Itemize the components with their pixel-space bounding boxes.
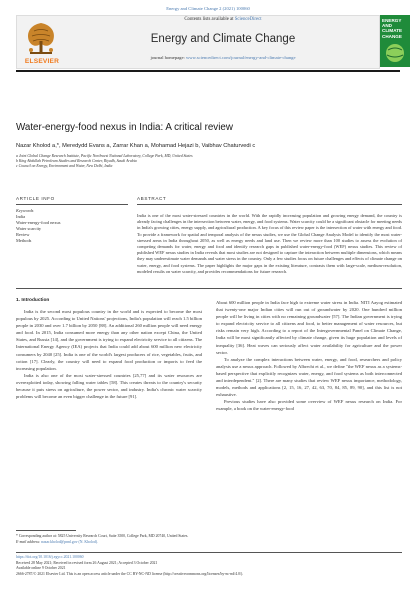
- cover-line: AND: [382, 23, 392, 29]
- paragraph: Previous studies have also provided some overview of WEF nexus research on India. For example, a book on the water-energy-food: [216, 399, 402, 412]
- paragraph: India is the second most populous country in the world and is expected to become the most populous by 2025. According to United Nations' projections, India's population will reach 1.5 billion people in 2030 and over 1.7 billion by 2050 [88]. An additional 260 million people will need energy and food. In 2015, India consumed more energy than any other nation except China, the United States, and Russia [14], and the government is trying to expand electricity service to all citizens. The International Energy Agency (IEA) projects that India could add about 600 million new electricity consumers by 2040 [25]. India is one of the world's largest producers of rice, vegetables, fruits, and cotton [17]. Clearly, the country will need to expand food production or imports to feed the increasing population.: [16, 309, 202, 371]
- affiliation: a Joint Global Change Research Institute, Pacific Northwest National Laboratory, College Park, MD, United States: [16, 154, 193, 158]
- homepage-link[interactable]: www.sciencedirect.com/journal/energy-and-climate-change: [185, 55, 296, 60]
- elsevier-tree-logo: [20, 19, 62, 59]
- journal-title: Energy and Climate Change: [150, 33, 296, 45]
- affiliation: b King Abdullah Petroleum Studies and Research Center, Riyadh, Saudi Arabia: [16, 159, 137, 163]
- keyword: Methods: [16, 238, 32, 243]
- email-link[interactable]: nazar.kholod@pnnl.gov (N. Kholod).: [41, 539, 99, 544]
- keyword: India: [16, 214, 26, 219]
- sciencedirect-link[interactable]: ScienceDirect: [234, 17, 262, 22]
- journal-cover-text: [382, 18, 410, 39]
- cover-globe-icon: [383, 42, 407, 64]
- paragraph: India is also one of the most water-stressed countries [25,77] and its water resources are overexploited today, showing falling water tables [58]. This creates threats to the country's security because it puts stress on agriculture, the power sector, and industry. India's chronic water scarcity problems will become an even bigger challenge in the future [91].: [16, 372, 202, 400]
- abstract-text: India is one of the most water-stressed countries in the world. With the rapidly increasing population and growing energy demand, the country is already facing challenges in the intersection between water, energy, and food systems. Water scarcity could be a significant obstacle for meeting needs in India's growing cities, energy supply, and agricultural production. A key focus of this review paper is the intersection of water with energy and food. To provide a framework for spatial and temporal analysis of the nexus studies, we use the Global Change Analysis Model to identify the most water-stressed areas in India throughout 2050, as well as energy needs and land use. Then we review more than 100 studies to assess the evolution of competing demands for water, energy and food and identify research gaps in published water-energy-food (WEF) nexus studies. This review of published WEF nexus studies in India reveals that most studies are not designed to capture the interaction between multiple dimensions, which means they may underestimate water demands and water stress in the country. Only a few studies focus on future challenges and effects of climate change on water, energy, and food systems. The paper highlights the major gaps in the existing literature, contrasts them with large-scale, medium-resolution, modeled results on water scarcity, and provides recommendations for future research.: [137, 213, 402, 274]
- divider: [16, 204, 128, 205]
- left-column: [16, 308, 202, 400]
- received-dates: Received 28 May 2021; Received in revised form 26 August 2021; Accepted 3 October 2021: [16, 560, 158, 565]
- divider: [16, 552, 402, 553]
- homepage-prefix: journal homepage:: [150, 55, 186, 60]
- available-online: Available online 9 October 2021: [16, 566, 66, 571]
- right-column: [216, 299, 402, 413]
- journal-homepage: [70, 55, 376, 60]
- license-line: 2666-2787/© 2021 Elsevier Ltd. This is an open access article under the CC BY-NC-ND license (http://creativecommons.org/licenses/by-nc-nd/4.0/).: [16, 571, 244, 576]
- cover-line: CHANGE: [382, 33, 402, 39]
- paragraph: To analyze the complex interactions between water, energy, and food, researchers and policy analysts use a nexus approach. Followed by Albrecht et al., we define "the WEF nexus as a systems-based perspective that explicitly recognizes water, energy, and food systems as both interconnected and interdependent." [2]. There are many studies that review WEF nexus importance, methodology, models, methods and applications [2, 15, 16, 27, 42, 63, 70, 84, 85, 89, 90], and this list is not exhaustive.: [216, 356, 402, 398]
- keyword: Water scarcity: [16, 226, 42, 231]
- keyword: Review: [16, 232, 30, 237]
- keywords-label: Keywords: [16, 208, 34, 213]
- cover-line: CLIMATE: [382, 28, 403, 34]
- footnote-rule: [16, 530, 76, 531]
- section-heading: 1. Introduction: [16, 298, 50, 303]
- keyword: Water-energy-food nexus: [16, 220, 61, 225]
- email-line: [16, 540, 188, 546]
- footnote: [16, 534, 188, 545]
- paper-title: Water-energy-food nexus in India: A critical review: [16, 122, 233, 133]
- abstract-heading: ABSTRACT: [137, 196, 167, 201]
- contents-line: [70, 17, 376, 22]
- publication-info: [16, 555, 243, 577]
- paragraph: About 600 million people in India face high to extreme water stress in India. NITI Aayog estimated that twenty-one major Indian cities will run out of groundwater by 2020. One hundred million people will be living in cities with no remaining groundwater [57]. The Indian government is trying to expand electricity service to all citizens and food, to better management of water resources, but risks remain very high. According to a report of the Intergovernmental Panel on Climate Change, India will be most significantly affected by climate change, given its huge population and levels of inequality [36]. Heat waves can seriously affect water availability for agriculture and the power sector.: [216, 300, 402, 355]
- corresponding-author: * Corresponding author at: 5825 University Research Court, Suite 3500, College Park, MD 20740, United States.: [16, 534, 189, 538]
- publisher-name: ELSEVIER: [24, 58, 60, 65]
- doi-link[interactable]: https://doi.org/10.1016/j.egycc.2021.100060: [16, 555, 84, 559]
- email-label: E-mail address:: [16, 539, 42, 544]
- article-info-heading: ARTICLE INFO: [16, 196, 55, 201]
- cover-line: ENERGY: [382, 18, 402, 23]
- divider: [137, 204, 402, 205]
- author-list: Nazar Kholod a,*, Meredydd Evans a, Zarrar Khan a, Mohamad Hejazi b, Vaibhav Chaturvedi c: [16, 143, 256, 149]
- contents-prefix: Contents lists available at: [184, 17, 235, 22]
- journal-reference: Energy and Climate Change 2 (2021) 100060: [166, 6, 250, 11]
- affiliation: c Council on Energy, Environment and Water, New Delhi, India: [16, 164, 113, 168]
- header-rule: [16, 70, 400, 72]
- divider: [16, 288, 402, 289]
